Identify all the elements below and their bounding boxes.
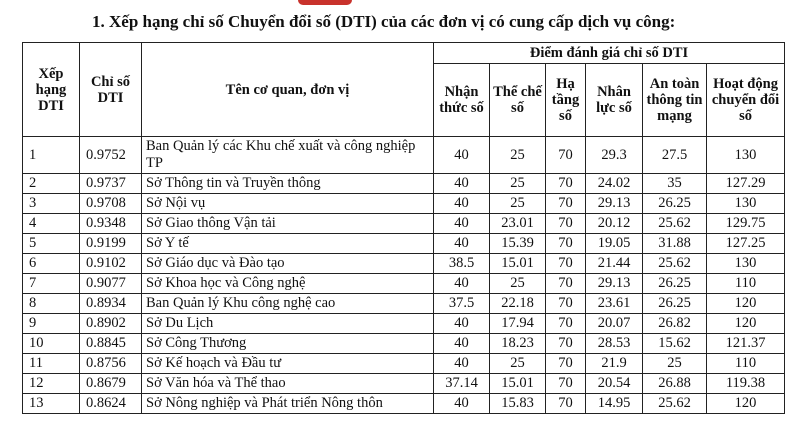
rank-cell: 11 [23,354,80,374]
human-cell: 23.61 [586,294,643,314]
institution-cell: 25 [490,137,546,174]
awareness-cell: 40 [434,274,490,294]
human-cell: 29.13 [586,194,643,214]
name-cell: Sở Khoa học và Công nghệ [142,274,434,294]
rank-cell: 12 [23,374,80,394]
human-cell: 21.9 [586,354,643,374]
infrastructure-cell: 70 [546,394,586,414]
operations-cell: 120 [707,314,785,334]
name-cell: Sở Giao thông Vận tải [142,214,434,234]
table-row [23,194,785,214]
name-cell: Sở Du Lịch [142,314,434,334]
human-cell: 19.05 [586,234,643,254]
operations-cell: 119.38 [707,374,785,394]
rank-cell: 13 [23,394,80,414]
human-cell: 20.07 [586,314,643,334]
dti-cell: 0.8902 [80,314,142,334]
table-row [23,374,785,394]
rank-cell: 8 [23,294,80,314]
dti-cell: 0.9077 [80,274,142,294]
operations-cell: 120 [707,394,785,414]
rank-cell: 6 [23,254,80,274]
table-row [23,394,785,414]
dti-ranking-table [22,42,785,414]
col-header-infrastructure: Hạ tầng số [546,64,586,137]
awareness-cell: 40 [434,314,490,334]
col-header-name: Tên cơ quan, đơn vị [142,43,434,137]
security-cell: 26.88 [643,374,707,394]
name-cell: Sở Văn hóa và Thể thao [142,374,434,394]
institution-cell: 15.39 [490,234,546,254]
awareness-cell: 40 [434,394,490,414]
infrastructure-cell: 70 [546,294,586,314]
name-cell: Sở Kế hoạch và Đầu tư [142,354,434,374]
header-row-top [23,43,785,64]
infrastructure-cell: 70 [546,314,586,334]
col-header-operations: Hoạt động chuyển đổi số [707,64,785,137]
security-cell: 15.62 [643,334,707,354]
table-row [23,254,785,274]
awareness-cell: 37.5 [434,294,490,314]
infrastructure-cell: 70 [546,254,586,274]
operations-cell: 130 [707,254,785,274]
security-cell: 25.62 [643,214,707,234]
institution-cell: 25 [490,354,546,374]
institution-cell: 25 [490,194,546,214]
rank-cell: 3 [23,194,80,214]
institution-cell: 25 [490,174,546,194]
dti-cell: 0.9752 [80,137,142,174]
infrastructure-cell: 70 [546,234,586,254]
security-cell: 25.62 [643,394,707,414]
awareness-cell: 40 [434,334,490,354]
awareness-cell: 40 [434,214,490,234]
col-header-rank: Xếp hạng DTI [23,43,80,137]
name-cell: Sở Thông tin và Truyền thông [142,174,434,194]
rank-cell: 10 [23,334,80,354]
security-cell: 26.25 [643,294,707,314]
table-row [23,334,785,354]
human-cell: 29.3 [586,137,643,174]
human-cell: 28.53 [586,334,643,354]
rank-cell: 7 [23,274,80,294]
operations-cell: 120 [707,294,785,314]
security-cell: 35 [643,174,707,194]
table-row [23,294,785,314]
name-cell: Sở Nông nghiệp và Phát triển Nông thôn [142,394,434,414]
security-cell: 25.62 [643,254,707,274]
dti-cell: 0.8845 [80,334,142,354]
col-header-group: Điểm đánh giá chỉ số DTI [434,43,785,64]
table-row [23,174,785,194]
table-row [23,354,785,374]
table-row [23,214,785,234]
section-heading: 1. Xếp hạng chỉ số Chuyển đổi số (DTI) của các đơn vị có cung cấp dịch vụ công: [92,12,676,31]
rank-cell: 5 [23,234,80,254]
institution-cell: 18.23 [490,334,546,354]
human-cell: 21.44 [586,254,643,274]
table-row [23,274,785,294]
awareness-cell: 40 [434,174,490,194]
operations-cell: 129.75 [707,214,785,234]
table-row [23,314,785,334]
awareness-cell: 40 [434,234,490,254]
name-cell: Sở Y tế [142,234,434,254]
human-cell: 14.95 [586,394,643,414]
header-accent [298,0,352,5]
name-cell: Ban Quản lý Khu công nghệ cao [142,294,434,314]
operations-cell: 110 [707,274,785,294]
rank-cell: 1 [23,137,80,174]
dti-cell: 0.9199 [80,234,142,254]
security-cell: 27.5 [643,137,707,174]
operations-cell: 121.37 [707,334,785,354]
col-header-institution: Thể chế số [490,64,546,137]
dti-cell: 0.8679 [80,374,142,394]
human-cell: 20.54 [586,374,643,394]
col-header-security: An toàn thông tin mạng [643,64,707,137]
security-cell: 25 [643,354,707,374]
operations-cell: 127.25 [707,234,785,254]
infrastructure-cell: 70 [546,214,586,234]
infrastructure-cell: 70 [546,334,586,354]
operations-cell: 130 [707,137,785,174]
name-cell: Sở Giáo dục và Đào tạo [142,254,434,274]
dti-cell: 0.8624 [80,394,142,414]
table-row [23,137,785,174]
dti-cell: 0.8934 [80,294,142,314]
col-header-dti: Chỉ số DTI [80,43,142,137]
human-cell: 24.02 [586,174,643,194]
infrastructure-cell: 70 [546,137,586,174]
institution-cell: 25 [490,274,546,294]
col-header-human: Nhân lực số [586,64,643,137]
infrastructure-cell: 70 [546,374,586,394]
institution-cell: 15.83 [490,394,546,414]
infrastructure-cell: 70 [546,194,586,214]
awareness-cell: 40 [434,137,490,174]
infrastructure-cell: 70 [546,174,586,194]
name-cell: Ban Quản lý các Khu chế xuất và công nghiệp TP [142,137,434,174]
dti-cell: 0.9102 [80,254,142,274]
rank-cell: 2 [23,174,80,194]
institution-cell: 23.01 [490,214,546,234]
security-cell: 26.25 [643,194,707,214]
dti-cell: 0.9708 [80,194,142,214]
awareness-cell: 38.5 [434,254,490,274]
operations-cell: 130 [707,194,785,214]
institution-cell: 15.01 [490,374,546,394]
dti-cell: 0.9737 [80,174,142,194]
security-cell: 31.88 [643,234,707,254]
institution-cell: 22.18 [490,294,546,314]
institution-cell: 17.94 [490,314,546,334]
rank-cell: 4 [23,214,80,234]
table-row [23,234,785,254]
security-cell: 26.82 [643,314,707,334]
infrastructure-cell: 70 [546,274,586,294]
human-cell: 29.13 [586,274,643,294]
operations-cell: 110 [707,354,785,374]
awareness-cell: 37.14 [434,374,490,394]
name-cell: Sở Công Thương [142,334,434,354]
rank-cell: 9 [23,314,80,334]
awareness-cell: 40 [434,194,490,214]
col-header-awareness: Nhận thức số [434,64,490,137]
operations-cell: 127.29 [707,174,785,194]
name-cell: Sở Nội vụ [142,194,434,214]
dti-cell: 0.9348 [80,214,142,234]
institution-cell: 15.01 [490,254,546,274]
human-cell: 20.12 [586,214,643,234]
awareness-cell: 40 [434,354,490,374]
security-cell: 26.25 [643,274,707,294]
infrastructure-cell: 70 [546,354,586,374]
dti-cell: 0.8756 [80,354,142,374]
